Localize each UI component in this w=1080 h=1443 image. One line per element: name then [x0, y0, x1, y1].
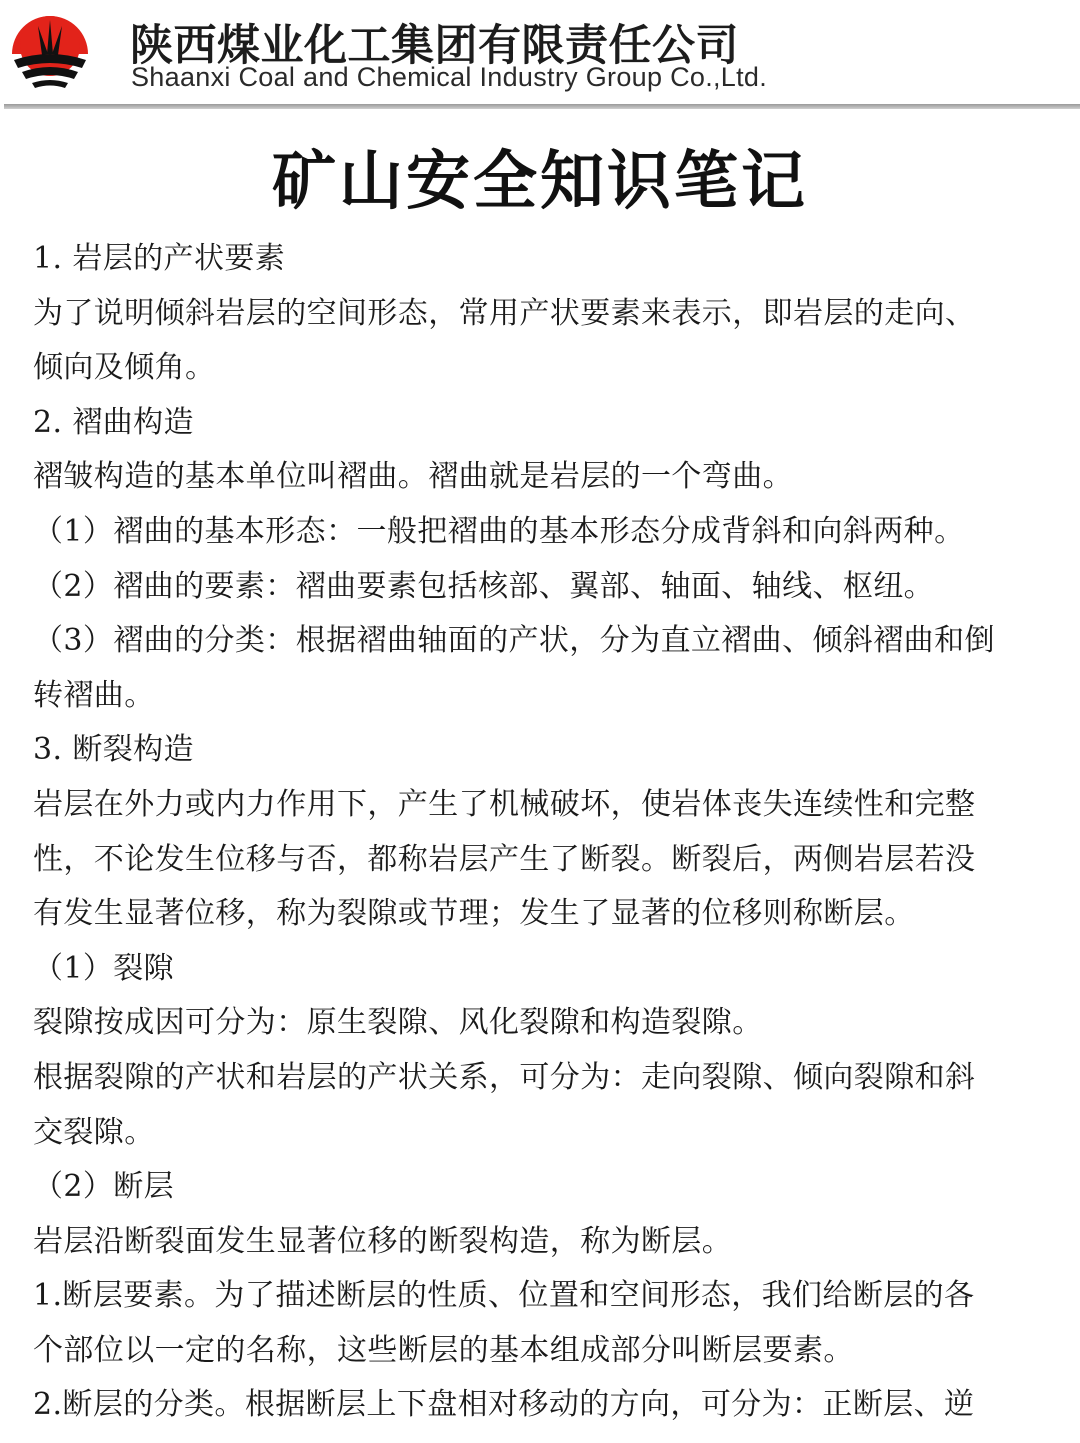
subsection-heading: （1）裂隙: [33, 950, 175, 986]
paragraph-line: 倾向及倾角。: [33, 350, 216, 386]
paragraph-line: 交裂隙。: [33, 1114, 155, 1150]
list-item: （3）褶曲的分类：根据褶曲轴面的产状，分为直立褶曲、倾斜褶曲和倒: [33, 623, 995, 659]
subsection-heading: （2）断层: [33, 1169, 175, 1205]
document-title: 矿山安全知识笔记: [272, 145, 808, 219]
paragraph-line: 为了说明倾斜岩层的空间形态，常用产状要素来表示，即岩层的走向、: [33, 295, 976, 331]
section-heading: 2. 褶曲构造: [33, 404, 194, 440]
company-name-chinese: 陕西煤业化工集团有限责任公司: [130, 21, 739, 71]
paragraph-line: 裂隙按成因可分为：原生裂隙、风化裂隙和构造裂隙。: [33, 1005, 763, 1041]
company-name-english: Shaanxi Coal and Chemical Industry Group Co.,Ltd.: [131, 62, 768, 92]
document-body: [33, 232, 1053, 1433]
paragraph-line: 岩层在外力或内力作用下，产生了机械破坏，使岩体丧失连续性和完整: [33, 786, 976, 822]
paragraph-line: 褶皱构造的基本单位叫褶曲。褶曲就是岩层的一个弯曲。: [33, 459, 793, 495]
section-heading: 1. 岩层的产状要素: [33, 241, 286, 276]
paragraph-line: 转褶曲。: [33, 677, 155, 713]
paragraph-line: 岩层沿断裂面发生显著位移的断裂构造，称为断层。: [33, 1223, 733, 1259]
company-logo-icon: [8, 8, 92, 90]
section-heading: 3. 断裂构造: [33, 732, 194, 768]
paragraph-line: 个部位以一定的名称，这些断层的基本组成部分叫断层要素。: [33, 1332, 854, 1368]
header-divider: [4, 104, 1080, 109]
list-item: （1）褶曲的基本形态：一般把褶曲的基本形态分成背斜和向斜两种。: [33, 513, 965, 549]
paragraph-line: 有发生显著位移，称为裂隙或节理；发生了显著的位移则称断层。: [33, 896, 915, 932]
list-item: （2）褶曲的要素：褶曲要素包括核部、翼部、轴面、轴线、枢纽。: [33, 568, 935, 604]
paragraph-line: 1.断层要素。为了描述断层的性质、位置和空间形态，我们给断层的各: [33, 1278, 975, 1314]
paragraph-line: 根据裂隙的产状和岩层的产状关系，可分为：走向裂隙、倾向裂隙和斜: [33, 1059, 976, 1095]
paragraph-line: 2.断层的分类。根据断层上下盘相对移动的方向，可分为：正断层、逆: [33, 1387, 975, 1423]
paragraph-line: 性，不论发生位移与否，都称岩层产生了断裂。断裂后，两侧岩层若没: [33, 841, 976, 877]
document-header: [0, 0, 1080, 108]
